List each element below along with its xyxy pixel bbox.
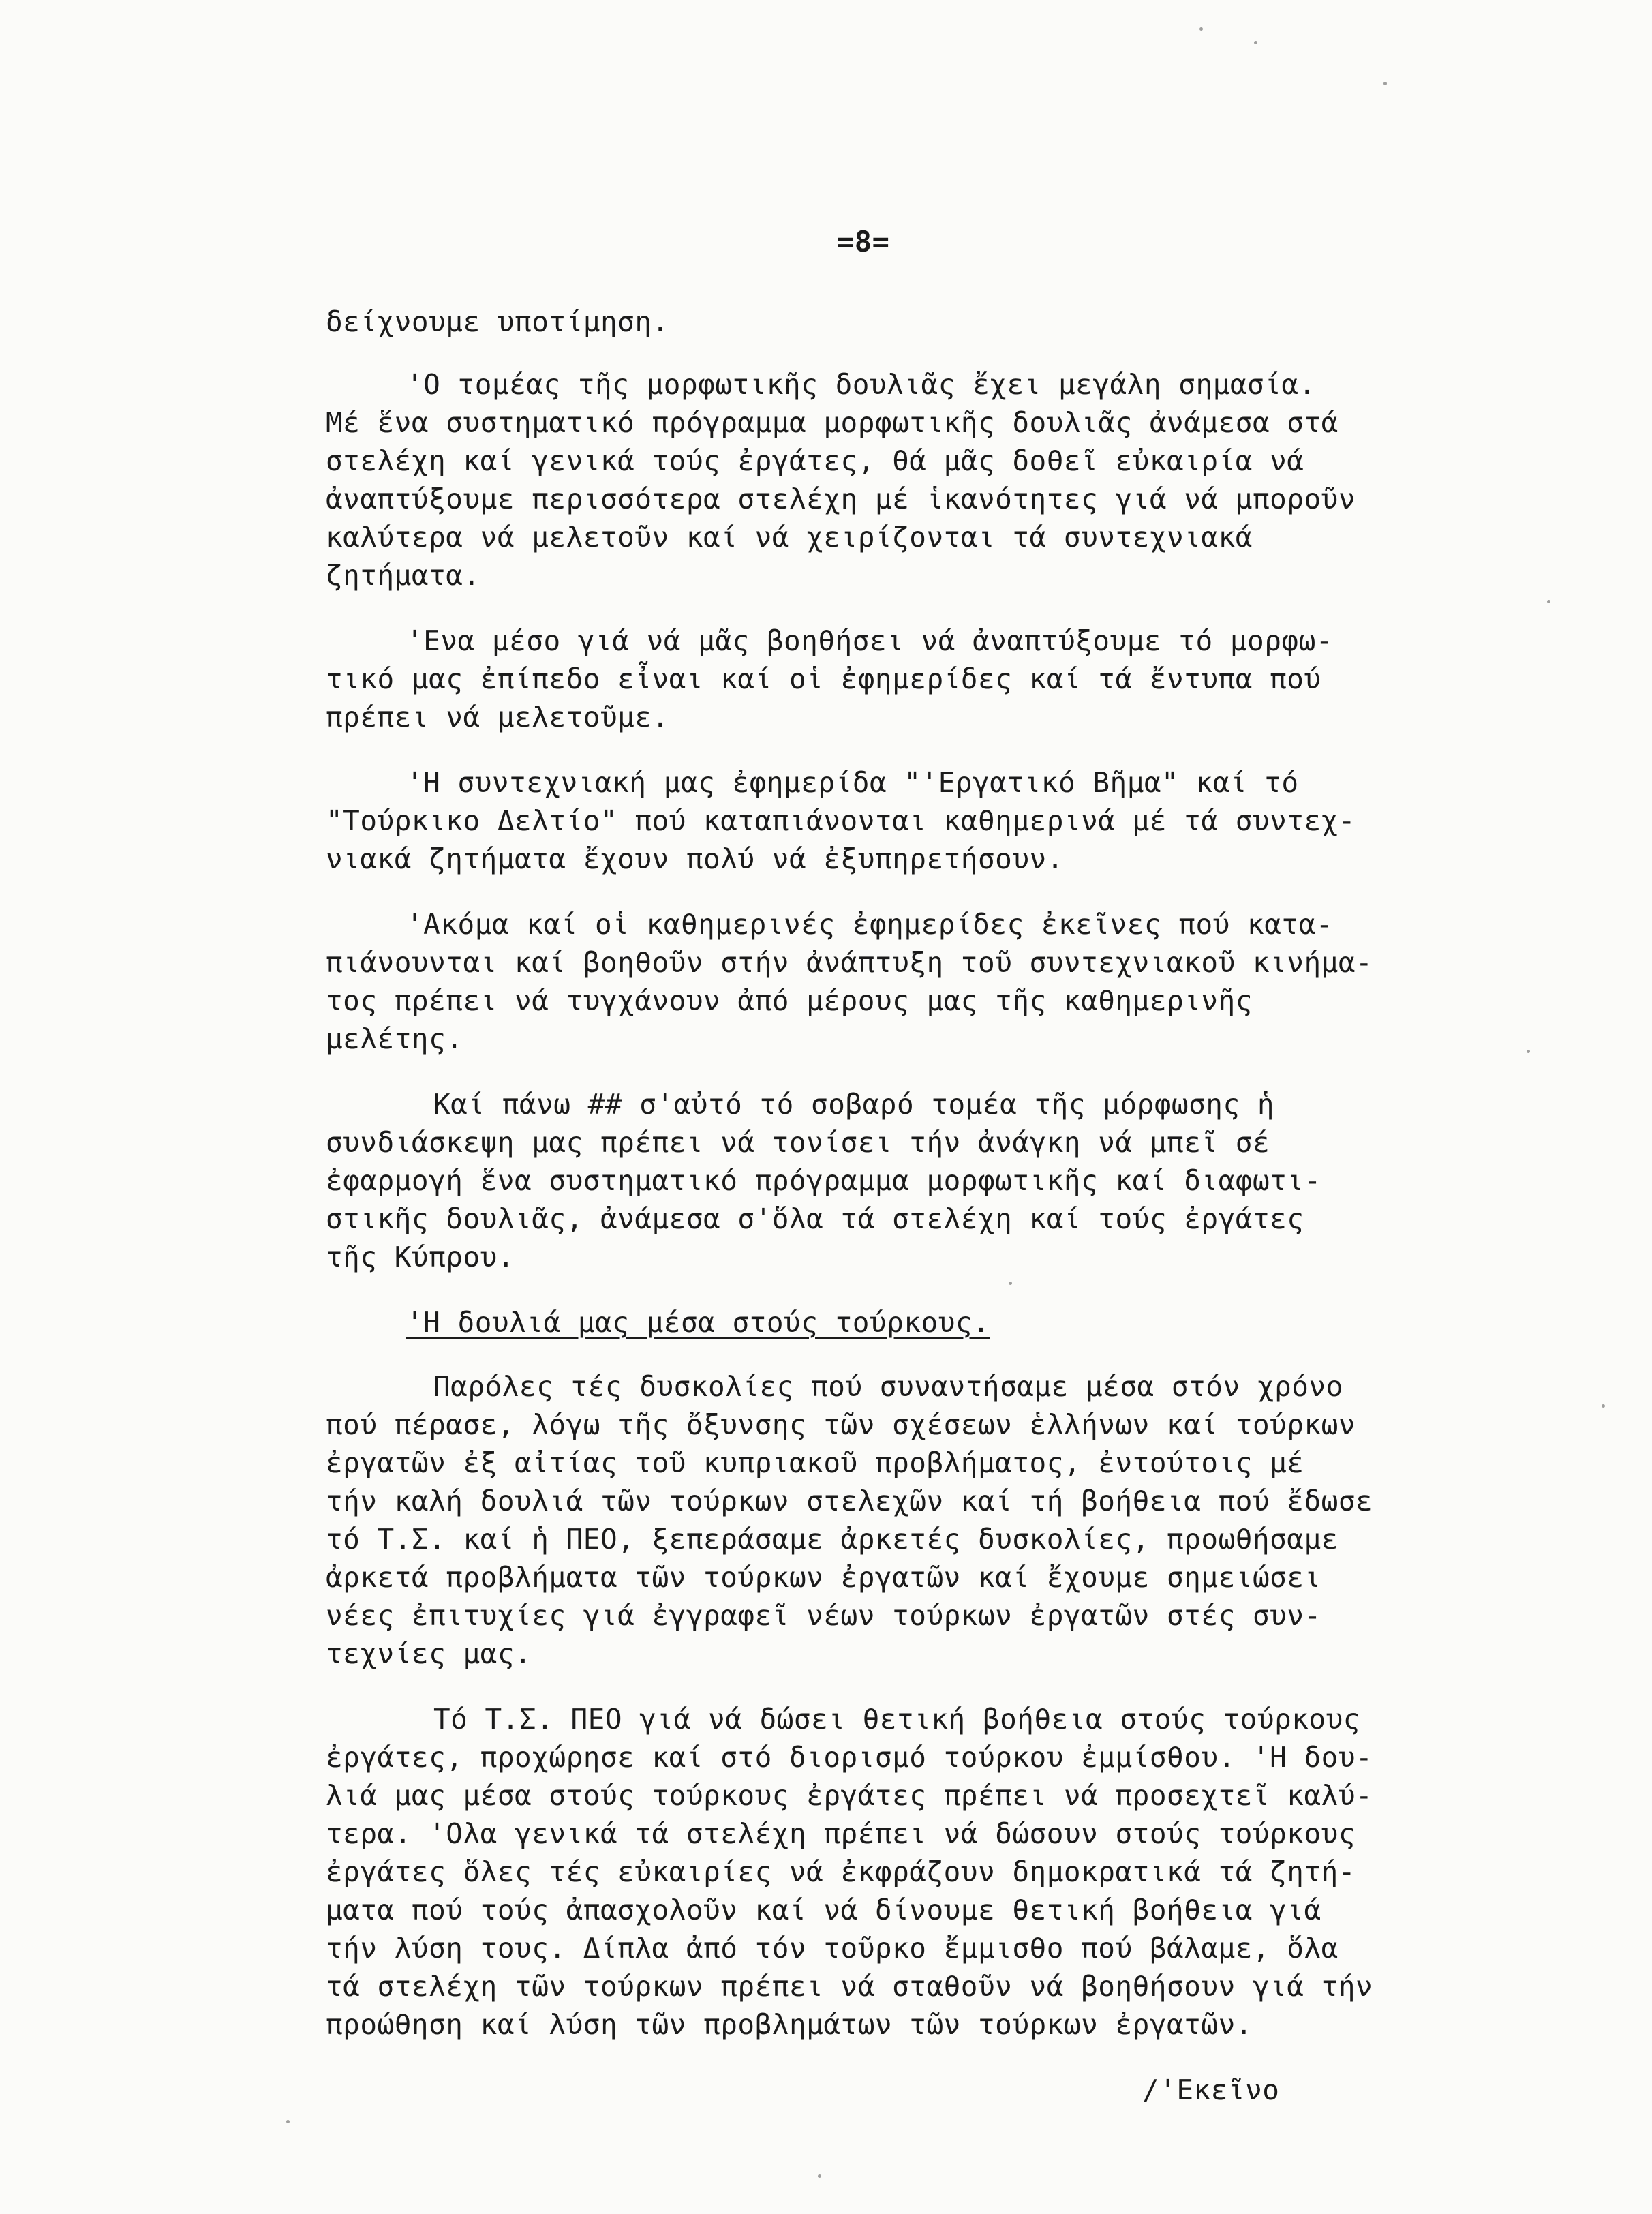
text-line: πρέπει νά μελετοῦμε. xyxy=(326,701,669,733)
text-line: τικό μας ἐπίπεδο εἶναι καί οἱ ἐφημερίδες καί τά ἔντυπα πού xyxy=(326,663,1321,695)
text-line: ζητήματα. xyxy=(326,559,480,592)
scan-speck xyxy=(818,2174,821,2178)
text-line: ματα πού τούς ἀπασχολοῦν καί νά δίνουμε θετική βοήθεια γιά xyxy=(326,1894,1321,1926)
scan-speck xyxy=(1383,82,1387,85)
scan-speck xyxy=(1547,600,1550,603)
text-line: τό Τ.Σ. καί ἡ ΠΕΟ, ξεπεράσαμε ἀρκετές δυσκολίες, προωθήσαμε xyxy=(326,1523,1339,1556)
text-line: πού πέρασε, λόγω τῆς ὄξυνσης τῶν σχέσεων ἑλλήνων καί τούρκων xyxy=(326,1408,1356,1441)
text-line: μελέτης. xyxy=(326,1022,463,1055)
text-line: ἐργάτες, προχώρησε καί στό διορισμό τούρκου ἐμμίσθου. 'Η δου- xyxy=(326,1741,1373,1774)
text-line: 'Ενα μέσο γιά νά μᾶς βοηθήσει νά ἀναπτύξουμε τό μορφω- xyxy=(406,624,1333,657)
scan-speck xyxy=(1009,1282,1012,1285)
text-line: ἀρκετά προβλήματα τῶν τούρκων ἐργατῶν καί ἔχουμε σημειώσει xyxy=(326,1561,1321,1594)
text-line: ἀναπτύξουμε περισσότερα στελέχη μέ ἱκανότητες γιά νά μποροῦν xyxy=(326,483,1356,515)
text-line: τερα. 'Ολα γενικά τά στελέχη πρέπει νά δώσουν στούς τούρκους xyxy=(326,1817,1356,1850)
text-line: ἐργάτες ὅλες τές εὐκαιρίες νά ἐκφράζουν δημοκρατικά τά ζητή- xyxy=(326,1855,1356,1888)
text-line: 'Ο τομέας τῆς μορφωτικῆς δουλιᾶς ἔχει μεγάλη σημασία. xyxy=(406,368,1316,401)
text-line: Παρόλες τές δυσκολίες πού συναντήσαμε μέσα στόν χρόνο xyxy=(433,1370,1343,1403)
scan-speck xyxy=(286,2120,290,2123)
text-line: Μέ ἕνα συστηματικό πρόγραμμα μορφωτικῆς δουλιᾶς ἀνάμεσα στά xyxy=(326,406,1339,439)
scan-speck xyxy=(1254,41,1257,44)
text-line: τήν λύση τους. Δίπλα ἀπό τόν τοῦρκο ἔμμισθο πού βάλαμε, ὅλα xyxy=(326,1932,1339,1965)
continuation-catchword: /'Εκεῖνο xyxy=(1142,2074,1280,2106)
text-line: τεχνίες μας. xyxy=(326,1637,532,1670)
scan-speck xyxy=(1199,27,1203,31)
text-line: λιά μας μέσα στούς τούρκους ἐργάτες πρέπει νά προσεχτεῖ καλύ- xyxy=(326,1779,1373,1812)
text-line: προώθηση καί λύση τῶν προβλημάτων τῶν τούρκων ἐργατῶν. xyxy=(326,2008,1253,2041)
page-number: =8= xyxy=(837,225,890,258)
text-line: ἐργατῶν ἐξ αἰτίας τοῦ κυπριακοῦ προβλήματος, ἐντούτοις μέ xyxy=(326,1446,1304,1479)
text-line: "Τούρκικο Δελτίο" πού καταπιάνονται καθημερινά μέ τά συντεχ- xyxy=(326,804,1356,837)
text-line: τήν καλή δουλιά τῶν τούρκων στελεχῶν καί τή βοήθεια πού ἔδωσε xyxy=(326,1485,1373,1517)
text-line: Τό Τ.Σ. ΠΕΟ γιά νά δώσει θετική βοήθεια στούς τούρκους xyxy=(433,1703,1360,1735)
text-line: 'Η συντεχνιακή μας ἐφημερίδα "'Εργατικό Βῆμα" καί τό xyxy=(406,766,1299,799)
text-line: τά στελέχη τῶν τούρκων πρέπει νά σταθοῦν νά βοηθήσουν γιά τήν xyxy=(326,1970,1373,2003)
text-line: τος πρέπει νά τυγχάνουν ἀπό μέρους μας τῆς καθημερινῆς xyxy=(326,984,1253,1017)
section-heading: 'Η δουλιά μας μέσα στούς τούρκους. xyxy=(406,1306,990,1339)
scan-speck xyxy=(1527,1050,1530,1053)
text-line: δείχνουμε υποτίμηση. xyxy=(326,305,669,338)
text-line: στικῆς δουλιᾶς, ἀνάμεσα σ'ὅλα τά στελέχη καί τούς ἐργάτες xyxy=(326,1202,1304,1235)
text-line: 'Ακόμα καί οἱ καθημερινές ἐφημερίδες ἐκεῖνες πού κατα- xyxy=(406,908,1333,941)
text-line: πιάνουνται καί βοηθοῦν στήν ἀνάπτυξη τοῦ συντεχνιακοῦ κινήμα- xyxy=(326,946,1373,979)
text-line: νιακά ζητήματα ἔχουν πολύ νά ἐξυπηρετήσουν. xyxy=(326,843,1064,875)
text-line: καλύτερα νά μελετοῦν καί νά χειρίζονται τά συντεχνιακά xyxy=(326,521,1253,554)
text-line: συνδιάσκεψη μας πρέπει νά τονίσει τήν ἀνάγκη νά μπεῖ σέ xyxy=(326,1126,1270,1159)
text-line: στελέχη καί γενικά τούς ἐργάτες, θά μᾶς δοθεῖ εὐκαιρία νά xyxy=(326,444,1304,477)
text-line: ἐφαρμογή ἕνα συστηματικό πρόγραμμα μορφωτικῆς καί διαφωτι- xyxy=(326,1164,1321,1197)
scan-speck xyxy=(1602,1404,1605,1408)
text-line: Καί πάνω ## σ'αὐτό τό σοβαρό τομέα τῆς μόρφωσης ἡ xyxy=(433,1088,1275,1121)
text-line: νέες ἐπιτυχίες γιά ἐγγραφεῖ νέων τούρκων ἐργατῶν στές συν- xyxy=(326,1599,1321,1632)
text-line: τῆς Κύπρου. xyxy=(326,1241,515,1273)
